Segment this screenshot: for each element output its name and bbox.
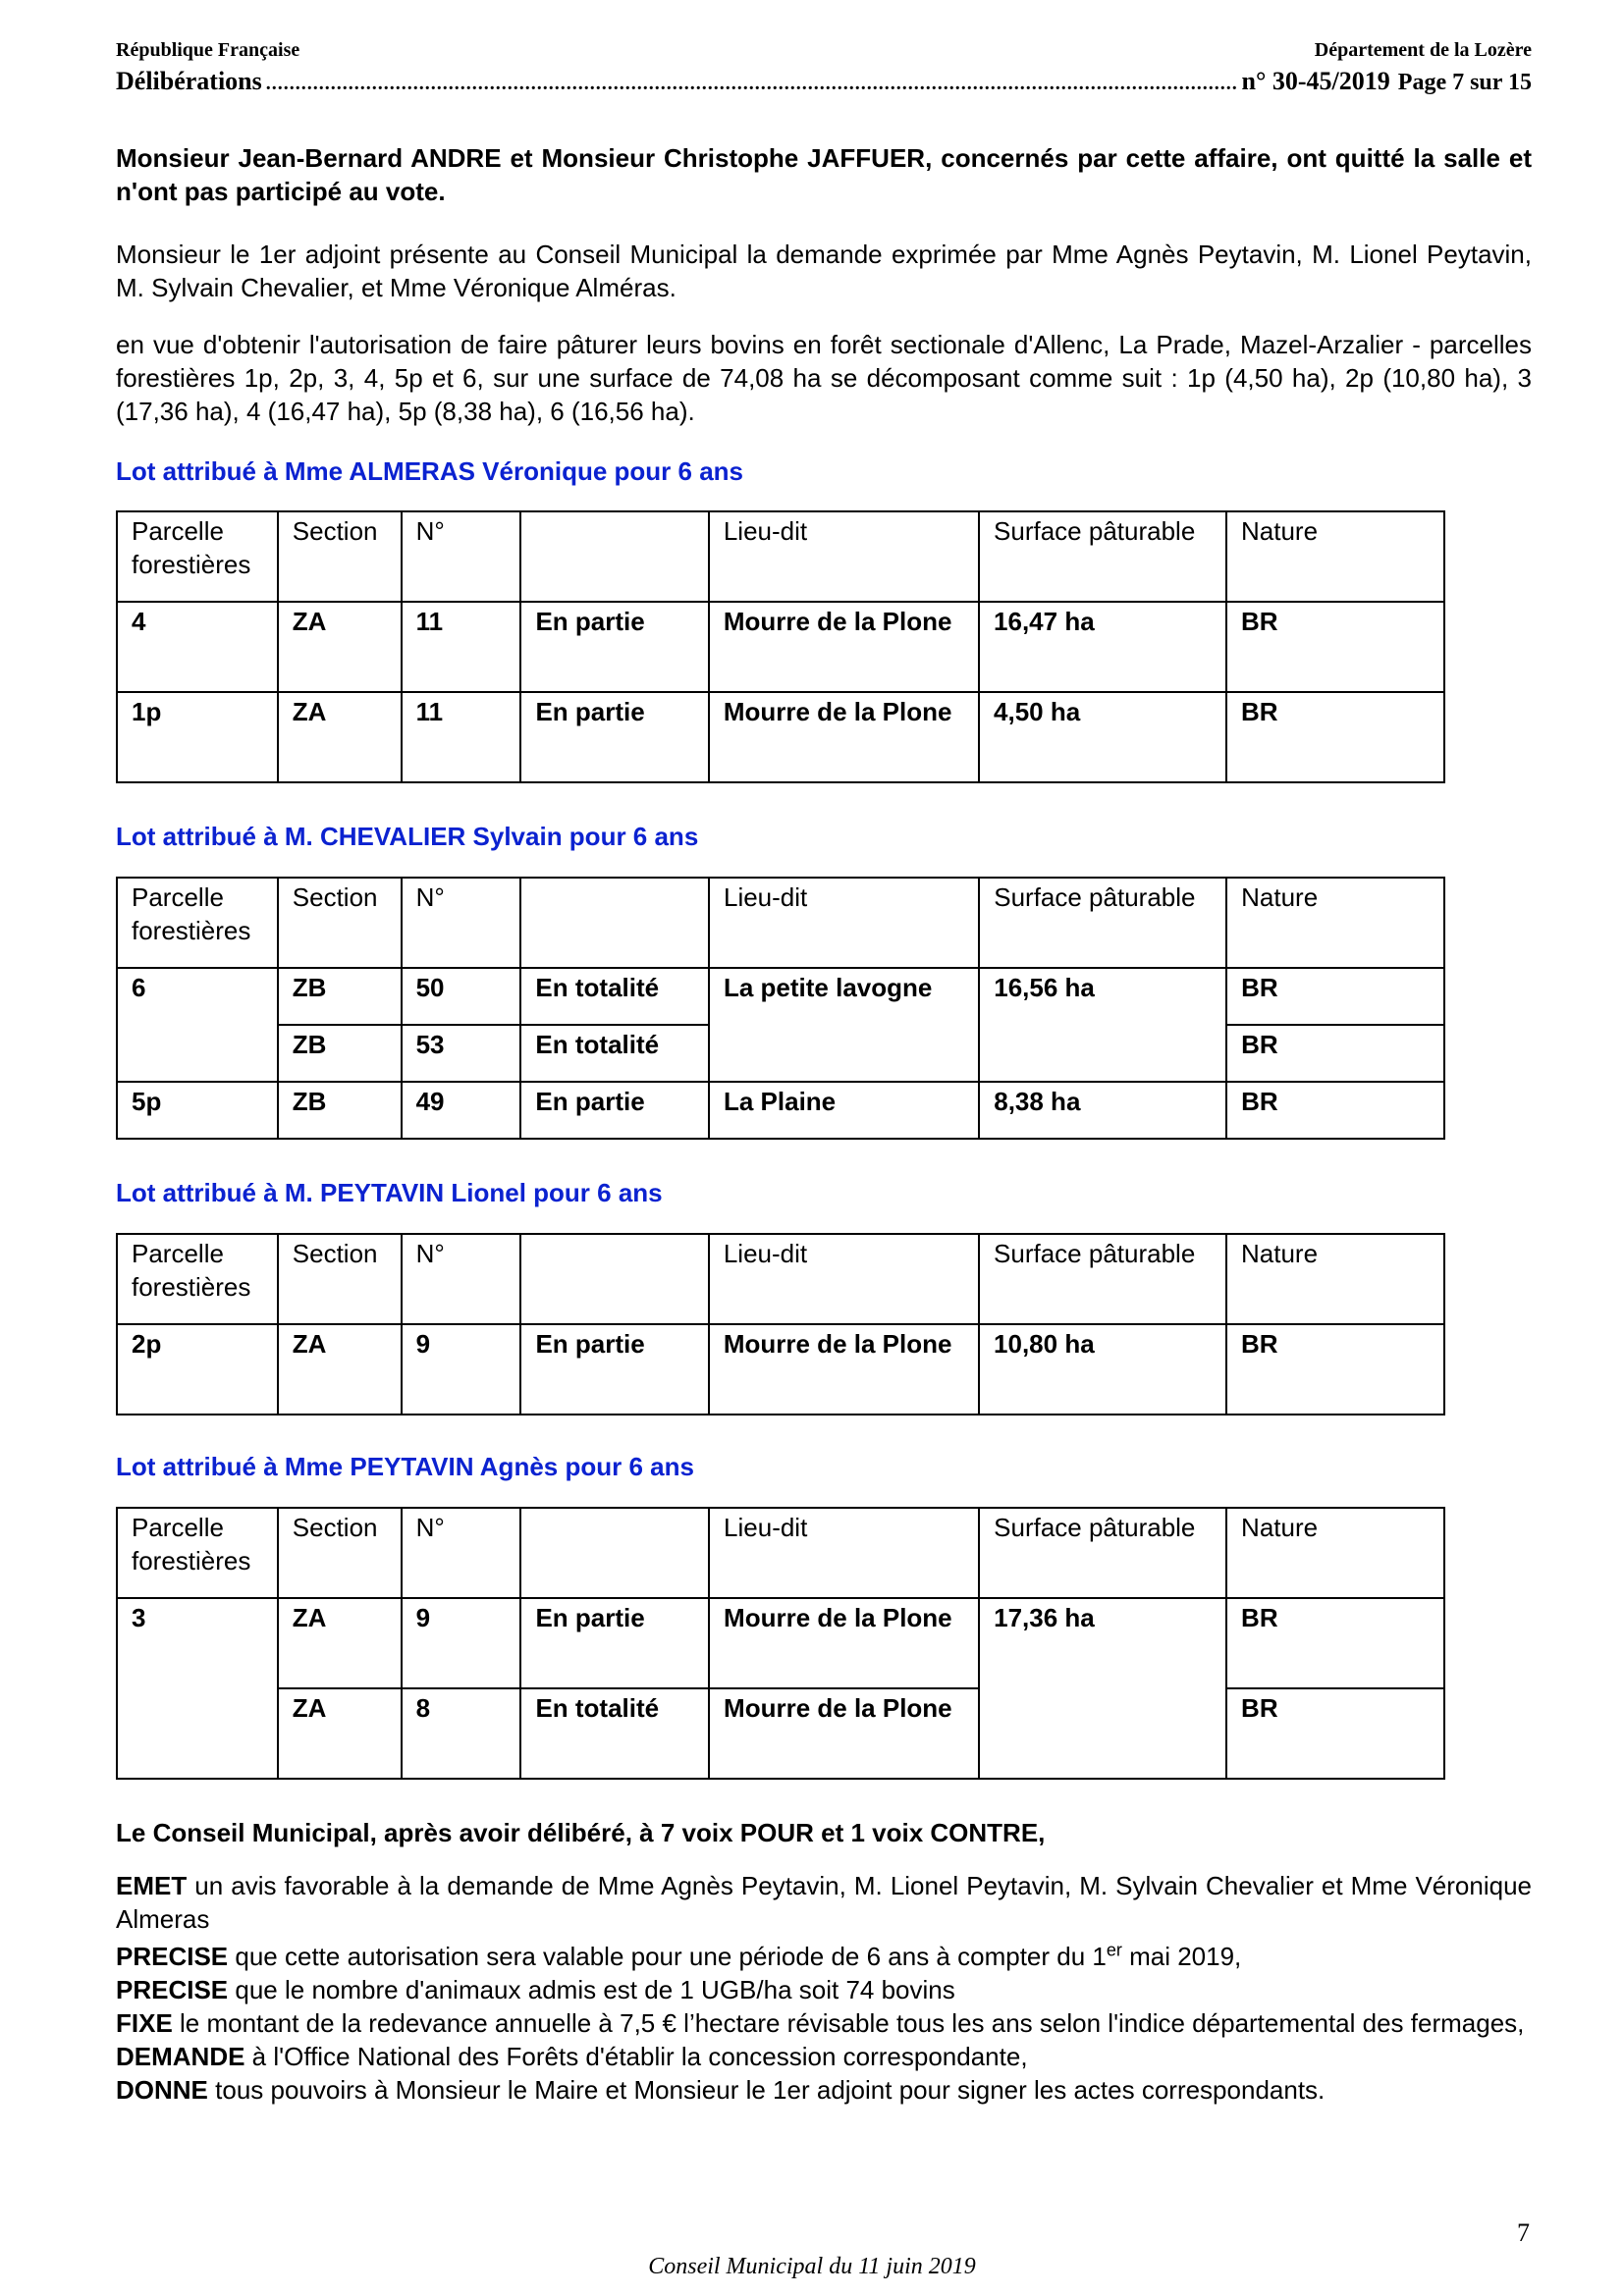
vote-result: Le Conseil Municipal, après avoir délibéré, à 7 voix POUR et 1 voix CONTRE,: [116, 1818, 1046, 1847]
emet-clause: [116, 1869, 1532, 1936]
page-number: 7: [1517, 2218, 1530, 2247]
cell-section: ZB: [278, 968, 402, 1025]
header-lieu-dit: Lieu-dit: [709, 1234, 979, 1324]
cell-nature: BR: [1226, 1025, 1444, 1082]
request-paragraph: Monsieur le 1er adjoint présente au Conseil Municipal la demande exprimée par Mme Agnès Peytavin, M. Lionel Peytavin, M. Sylvain Chevalier, et Mme Véronique Alméras.: [116, 240, 1532, 302]
cell-lieu-dit: Mourre de la Plone: [709, 1324, 979, 1415]
cell-parcelle: 2p: [117, 1324, 278, 1415]
cell-etendue: En totalité: [520, 1688, 709, 1779]
cell-section: ZB: [278, 1082, 402, 1139]
cell-parcelle: 6: [117, 968, 278, 1082]
header-lieu-dit: Lieu-dit: [709, 878, 979, 968]
lot-table-peytavin-agnes: [116, 1507, 1445, 1780]
cell-nature: BR: [1226, 602, 1444, 692]
header-numero: N°: [402, 511, 521, 602]
table-row: [117, 692, 1444, 782]
donne-keyword: DONNE: [116, 2075, 208, 2105]
table-header-row: [117, 1508, 1444, 1598]
request-paragraph-wrap: [116, 238, 1532, 304]
header-etendue: [520, 878, 709, 968]
header-nature: Nature: [1226, 1508, 1444, 1598]
header-deliberations-line: [116, 67, 1532, 96]
header-parcelle: Parcelle forestières: [117, 878, 278, 968]
header-parcelle: Parcelle forestières: [117, 511, 278, 602]
cell-surface: 16,47 ha: [979, 602, 1226, 692]
cell-surface: 10,80 ha: [979, 1324, 1226, 1415]
demande-clause: [116, 2040, 1532, 2073]
table-header-row: [117, 511, 1444, 602]
cell-section: ZA: [278, 692, 402, 782]
header-nature: Nature: [1226, 511, 1444, 602]
table-header-row: [117, 1234, 1444, 1324]
cell-etendue: En partie: [520, 1082, 709, 1139]
precise-validity-text: que cette autorisation sera valable pour une période de 6 ans à compter du 1: [228, 1942, 1107, 1971]
demande-text: à l'Office National des Forêts d'établir la concession correspondante,: [244, 2042, 1028, 2071]
header-section: Section: [278, 1508, 402, 1598]
precise-keyword: PRECISE: [116, 1975, 229, 2004]
cell-nature: BR: [1226, 692, 1444, 782]
lot-title-chevalier: Lot attribué à M. CHEVALIER Sylvain pour 6 ans: [116, 822, 699, 851]
cell-parcelle: 5p: [117, 1082, 278, 1139]
cell-numero: 53: [402, 1025, 521, 1082]
cell-numero: 9: [402, 1598, 521, 1688]
header-etendue: [520, 511, 708, 602]
cell-numero: 8: [402, 1688, 521, 1779]
precise-validity-end: mai 2019,: [1121, 1942, 1242, 1971]
header-page-count: Page 7 sur 15: [1397, 70, 1532, 95]
emet-keyword: EMET: [116, 1871, 188, 1900]
header-surface: Surface pâturable: [979, 511, 1226, 602]
fixe-clause: [116, 2006, 1532, 2040]
cell-section: ZB: [278, 1025, 402, 1082]
header-surface: Surface pâturable: [979, 1234, 1226, 1324]
cell-etendue: En totalité: [520, 1025, 709, 1082]
donne-clause: [116, 2073, 1532, 2107]
header-etendue: [520, 1508, 709, 1598]
lot-table-chevalier: [116, 877, 1445, 1140]
decision-section: [116, 1816, 1532, 2107]
cell-nature: BR: [1226, 968, 1444, 1025]
fixe-keyword: FIXE: [116, 2008, 173, 2038]
header-lieu-dit: Lieu-dit: [709, 1508, 979, 1598]
precise-animals-clause: [116, 1973, 1532, 2006]
cell-numero: 50: [402, 968, 521, 1025]
cell-nature: BR: [1226, 1598, 1444, 1688]
header-numero: N°: [402, 1508, 521, 1598]
precise-validity-sup: er: [1106, 1940, 1122, 1960]
cell-section: ZA: [278, 1324, 402, 1415]
cell-surface: 4,50 ha: [979, 692, 1226, 782]
lot-table-peytavin-lionel: [116, 1233, 1445, 1415]
header-section: Section: [278, 878, 402, 968]
cell-section: ZA: [278, 1598, 402, 1688]
donne-text: tous pouvoirs à Monsieur le Maire et Monsieur le 1er adjoint pour signer les actes correspondants.: [207, 2075, 1326, 2105]
header-departement: Département de la Lozère: [1314, 39, 1532, 61]
purpose-paragraph-wrap: [116, 328, 1532, 428]
emet-text: un avis favorable à la demande de Mme Agnès Peytavin, M. Lionel Peytavin, M. Sylvain Chevalier et Mme Véronique Almeras: [116, 1871, 1532, 1934]
cell-nature: BR: [1226, 1688, 1444, 1779]
header-nature: Nature: [1226, 878, 1444, 968]
cell-lieu-dit: Mourre de la Plone: [709, 1598, 979, 1688]
header-section: Section: [278, 1234, 402, 1324]
lot-title-almeras: Lot attribué à Mme ALMERAS Véronique pour 6 ans: [116, 456, 743, 486]
cell-lieu-dit: Mourre de la Plone: [709, 1688, 979, 1779]
header-dot-leader: [266, 73, 1238, 95]
cell-etendue: En totalité: [520, 968, 709, 1025]
purpose-paragraph: en vue d'obtenir l'autorisation de faire pâturer leurs bovins en forêt sectionale d'Allenc, La Prade, Mazel-Arzalier - parcelles forestières 1p, 2p, 3, 4, 5p et 6, sur une surface de 74,08 ha se décomposant comme suit : 1p (4,50 ha), 2p (10,80 ha), 3 (17,36 ha), 4 (16,47 ha), 5p (8,38 ha), 6 (16,56 ha).: [116, 330, 1532, 426]
precise-validity-clause: [116, 1940, 1532, 1973]
header-numero: N°: [402, 878, 521, 968]
table-row: [117, 602, 1444, 692]
header-section: Section: [278, 511, 402, 602]
table-row: [117, 1598, 1444, 1688]
cell-section: ZA: [278, 1688, 402, 1779]
cell-nature: BR: [1226, 1324, 1444, 1415]
cell-etendue: En partie: [520, 1324, 708, 1415]
lot-table-almeras: [116, 510, 1445, 783]
cell-lieu-dit: La Plaine: [709, 1082, 979, 1139]
header-reference: n° 30-45/2019: [1241, 67, 1390, 95]
precise-keyword: PRECISE: [116, 1942, 229, 1971]
header-deliberations: Délibérations: [116, 67, 262, 95]
precise-animals-text: que le nombre d'animaux admis est de 1 UGB/ha soit 74 bovins: [228, 1975, 955, 2004]
header-numero: N°: [402, 1234, 521, 1324]
cell-numero: 9: [402, 1324, 521, 1415]
footer-meeting-date: Conseil Municipal du 11 juin 2019: [648, 2254, 976, 2279]
demande-keyword: DEMANDE: [116, 2042, 245, 2071]
lot-title-peytavin-agnes: Lot attribué à Mme PEYTAVIN Agnès pour 6 ans: [116, 1452, 694, 1481]
header-parcelle: Parcelle forestières: [117, 1508, 278, 1598]
cell-lieu-dit: La petite lavogne: [709, 968, 979, 1082]
header-surface: Surface pâturable: [979, 1508, 1226, 1598]
table-row: [117, 968, 1444, 1025]
cell-nature: BR: [1226, 1082, 1444, 1139]
cell-section: ZA: [278, 602, 402, 692]
table-row: [117, 1082, 1444, 1139]
table-row: [117, 1324, 1444, 1415]
header-surface: Surface pâturable: [979, 878, 1226, 968]
header-nature: Nature: [1226, 1234, 1444, 1324]
cell-surface: 8,38 ha: [979, 1082, 1226, 1139]
cell-etendue: En partie: [520, 1598, 709, 1688]
absent-members-paragraph: Monsieur Jean-Bernard ANDRE et Monsieur Christophe JAFFUER, concernés par cette affaire, ont quitté la salle et n'ont pas participé au vote.: [116, 143, 1532, 206]
intro-section: [116, 141, 1532, 208]
cell-numero: 11: [402, 692, 521, 782]
cell-lieu-dit: Mourre de la Plone: [709, 602, 979, 692]
cell-etendue: En partie: [520, 602, 708, 692]
header-etendue: [520, 1234, 708, 1324]
cell-parcelle: 4: [117, 602, 278, 692]
cell-numero: 11: [402, 602, 521, 692]
header-lieu-dit: Lieu-dit: [709, 511, 979, 602]
cell-surface: 16,56 ha: [979, 968, 1226, 1082]
lot-title-peytavin-lionel: Lot attribué à M. PEYTAVIN Lionel pour 6 ans: [116, 1178, 663, 1207]
cell-parcelle: 1p: [117, 692, 278, 782]
fixe-text: le montant de la redevance annuelle à 7,5 € l’hectare révisable tous les ans selon l'indice départemental des fermages,: [172, 2008, 1525, 2038]
cell-numero: 49: [402, 1082, 521, 1139]
table-header-row: [117, 878, 1444, 968]
header-parcelle: Parcelle forestières: [117, 1234, 278, 1324]
table-row: [117, 1688, 1444, 1779]
cell-parcelle: 3: [117, 1598, 278, 1779]
header-republique: République Française: [116, 39, 300, 61]
cell-surface: 17,36 ha: [979, 1598, 1226, 1779]
cell-etendue: En partie: [520, 692, 708, 782]
cell-lieu-dit: Mourre de la Plone: [709, 692, 979, 782]
